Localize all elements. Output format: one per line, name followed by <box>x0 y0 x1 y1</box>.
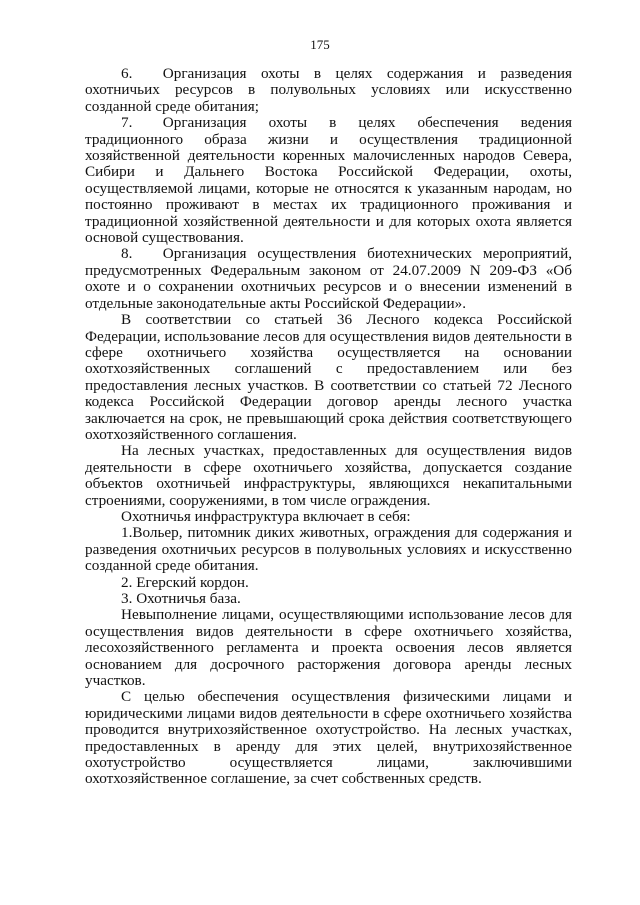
paragraph-item-8: 8. Организация осуществления биотехнических мероприятий, предусмотренных Федеральным законом от 24.07.2009 N 209-ФЗ «Об охоте и о сохранении охотничьих ресурсов и о внесении изменений в отдельные законодательные акты Российской Федерации». <box>85 245 572 312</box>
paragraph-hunting-management: С целью обеспечения осуществления физическими лицами и юридическими лицами видов деятельности в сфере охотничьего хозяйства проводится внутрихозяйственное охотустройство. На лесных участках, предоставленных в аренду для этих целей, внутрихозяйственное охотустройство осуществляется лицами, заключившими охотхозяйственное соглашение, за счет собственных средств. <box>85 688 572 788</box>
paragraph-item-6: 6. Организация охоты в целях содержания и разведения охотничьих ресурсов в полувольных условиях или искусственно созданной среде обитания; <box>85 65 572 115</box>
list-item-hunting-base: 3. Охотничья база. <box>121 590 241 607</box>
paragraph-forest-code-art-36: В соответствии со статьей 36 Лесного кодекса Российской Федерации, использование лесов для осуществления видов деятельности в сфере охотничьего хозяйства осуществляется на основании охотхозяйственных соглашений с предоставлением или без предоставления лесных участков. В соответствии со статьей 72 Лесного кодекса Российской Федерации договор аренды лесного участка заключается на срок, не превышающий срока действия соответствующего охотхозяйственного соглашения. <box>85 311 572 443</box>
paragraph-non-compliance: Невыполнение лицами, осуществляющими использование лесов для осуществления видов деятельности в сфере охотничьего хозяйства, лесохозяйственного регламента и проекта освоения лесов является основанием для досрочного расторжения договора аренды лесных участков. <box>85 606 572 690</box>
paragraph-item-7: 7. Организация охоты в целях обеспечения ведения традиционного образа жизни и осуществления традиционной хозяйственной деятельности коренных малочисленных народов Севера, Сибири и Дальнего Востока Российской Федерации, охоты, осуществляемой лицами, которые не относятся к указанным народам, но постоянно проживают в местах их традиционного проживания и традиционной хозяйственной деятельности и для которых охота является основой существования. <box>85 114 572 247</box>
list-item-ranger-post: 2. Егерский кордон. <box>121 573 249 591</box>
paragraph-hunting-infrastructure: На лесных участках, предоставленных для осуществления видов деятельности в сфере охотничьего хозяйства, допускается создание объектов охотничьей инфраструктуры, являющихся некапитальными строениями, сооружениями, в том числе ограждения. <box>85 442 572 509</box>
page-number: 175 <box>310 37 330 52</box>
paragraph-infrastructure-includes: Охотничья инфраструктура включает в себя: <box>121 507 411 525</box>
list-item-enclosure: 1.Вольер, питомник диких животных, ограждения для содержания и разведения охотничьих ресурсов в полувольных условиях и искусственно созданной среде обитания. <box>85 524 572 575</box>
document-body <box>85 66 572 788</box>
